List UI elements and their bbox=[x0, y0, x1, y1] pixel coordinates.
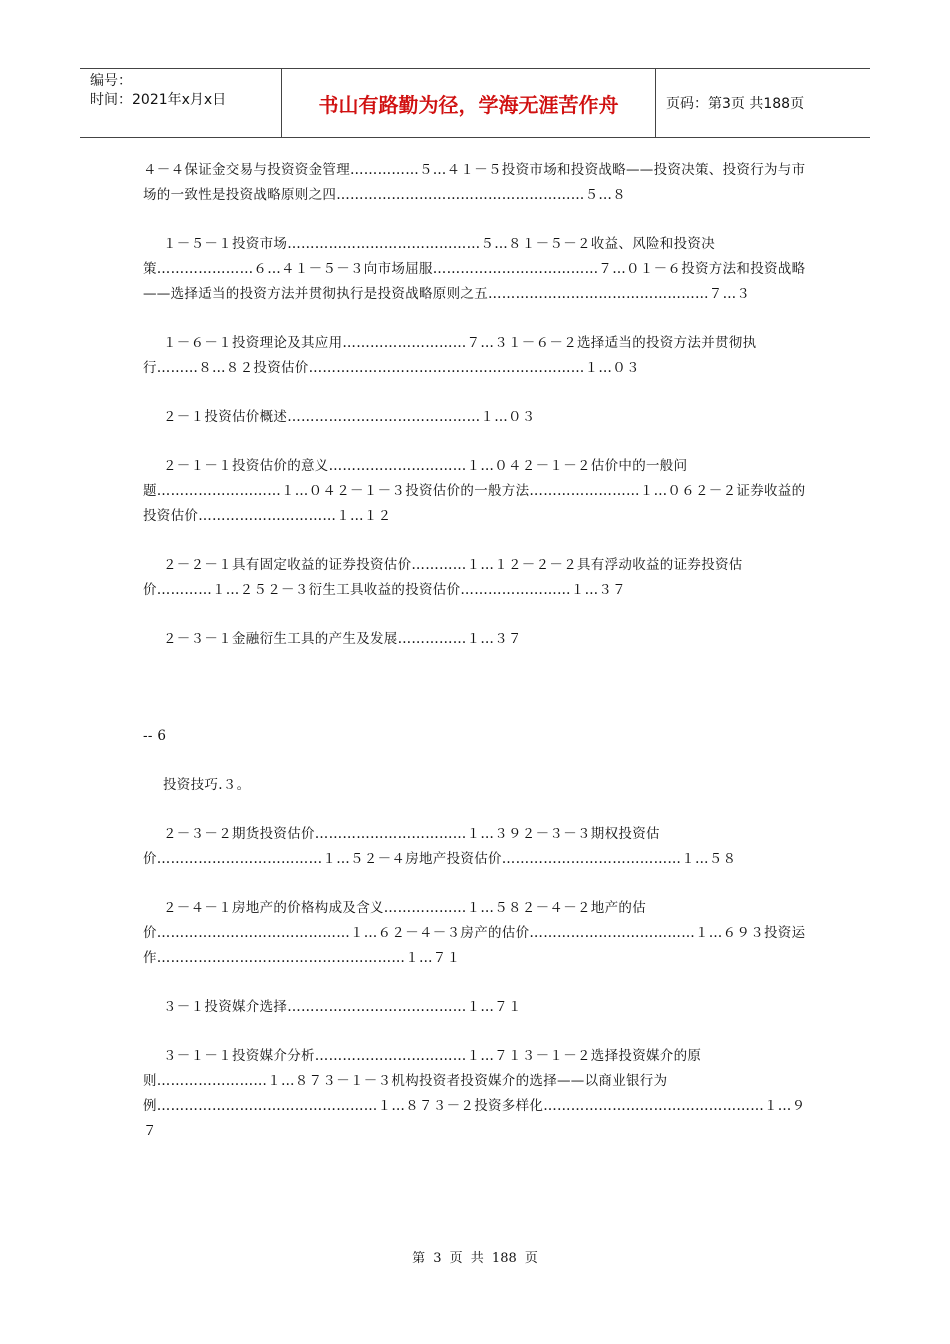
toc-paragraph: ３－１投资媒介选择…………………………………１…７１ bbox=[163, 999, 522, 1015]
toc-paragraph: ２－３－１金融衍生工具的产生及发展……………１…３７ bbox=[163, 631, 522, 647]
document-body bbox=[143, 158, 808, 1168]
toc-paragraph: ２－１－１投资估价的意义…………………………１…０４２－１－２估价中的一般问题………………………１…０４２－１－３投资估价的一般方法……………………１…０６２－２证券收益的投资估价…………………………１…１２ bbox=[143, 458, 806, 524]
section-note: 投资技巧.３。 bbox=[163, 777, 251, 793]
toc-paragraph: ２－４－１房地产的价格构成及含义………………１…５８２－４－２地产的估价……………………………………１…６２－４－３房产的估价………………………………１…６９３投资运作………………………………………………１…７１ bbox=[143, 900, 806, 966]
toc-paragraph: １－６－１投资理论及其应用………………………７…３１－６－２选择适当的投资方法并贯彻执行………８…８２投资估价……………………………………………………１…０３ bbox=[143, 335, 757, 376]
document-time-label: 时间：2021年x月x日 bbox=[90, 92, 227, 108]
document-number-label: 编号： bbox=[90, 73, 132, 89]
header-left-cell bbox=[80, 69, 282, 137]
page-footer: 第 3 页 共 188 页 bbox=[412, 1251, 538, 1266]
header-page-code: 页码：第3页 共188页 bbox=[666, 96, 805, 112]
toc-paragraph: １－５－１投资市场……………………………………５…８１－５－２收益、风险和投资决策…………………６…４１－５－３向市场屈服………………………………７…０１－６投资方法和投资战略——选择适当的投资方法并贯彻执行是投资战略原则之五…………………………………………７…３ bbox=[143, 236, 806, 302]
section-gap bbox=[143, 676, 808, 724]
page-header bbox=[80, 68, 870, 138]
toc-paragraph: ２－３－２期货投资估价……………………………１…３９２－３－３期权投资估价………………………………１…５２－４房地产投资估价…………………………………１…５８ bbox=[143, 826, 737, 867]
toc-paragraph: ２－１投资估价概述……………………………………１…０３ bbox=[163, 409, 536, 425]
page-marker: -- 6 bbox=[143, 728, 167, 744]
toc-paragraph: ２－２－１具有固定收益的证券投资估价…………１…１２－２－２具有浮动收益的证券投资估价…………１…２５２－３衍生工具收益的投资估价……………………１…３７ bbox=[143, 557, 743, 598]
toc-paragraph: ４－４保证金交易与投资资金管理……………５…４１－５投资市场和投资战略——投资决策、投资行为与市场的一致性是投资战略原则之四………………………………………………５…８ bbox=[143, 162, 806, 203]
header-motto: 书山有路勤为径，学海无涯苦作舟 bbox=[282, 69, 656, 137]
toc-paragraph: ３－１－１投资媒介分析……………………………１…７１３－１－２选择投资媒介的原则……………………１…８７３－１－３机构投资者投资媒介的选择——以商业银行为例…………………………………………１…８７３－２投资多样化…………………………………………１…９７ bbox=[143, 1048, 806, 1139]
